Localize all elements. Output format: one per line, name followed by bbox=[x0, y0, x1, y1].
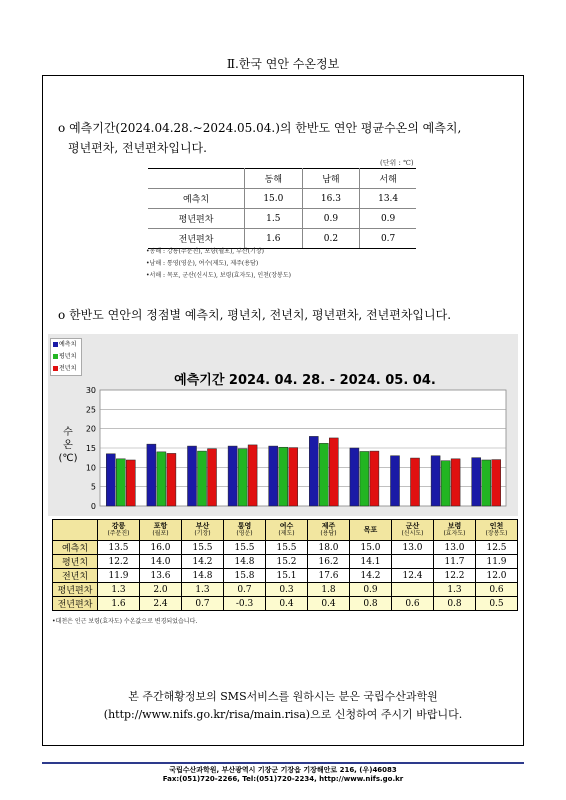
data-cell: 11.9 bbox=[476, 555, 518, 569]
bar-forecast bbox=[269, 446, 278, 506]
data-cell: 0.6 bbox=[476, 583, 518, 597]
y-axis-label: (℃) bbox=[58, 453, 78, 464]
row-label: 예측치 bbox=[53, 541, 98, 555]
data-cell: 1.3 bbox=[98, 583, 140, 597]
footer-line1: 국립수산과학원, 부산광역시 기장군 기장읍 기장해안로 216, (우)46083 bbox=[169, 766, 397, 774]
data-cell: 14.0 bbox=[140, 555, 182, 569]
bar-forecast bbox=[431, 456, 440, 506]
data-cell: 12.5 bbox=[476, 541, 518, 555]
data-cell: 14.2 bbox=[350, 569, 392, 583]
legend-item bbox=[51, 363, 81, 375]
data-cell: 0.8 bbox=[350, 597, 392, 611]
summary-row-label: 예측치 bbox=[148, 189, 245, 209]
summary-row-label: 전년편차 bbox=[148, 229, 245, 249]
y-tick-label: 15 bbox=[85, 444, 96, 453]
station-sub: (월포) bbox=[152, 530, 169, 537]
station-header-row bbox=[53, 520, 518, 541]
data-cell: 14.1 bbox=[350, 555, 392, 569]
station-sub: (기장) bbox=[194, 530, 211, 537]
bar-lastyear bbox=[329, 438, 338, 506]
y-tick-label: 10 bbox=[85, 463, 96, 473]
station-header-cell bbox=[224, 520, 266, 541]
data-cell bbox=[392, 583, 434, 597]
station-name: 군산 bbox=[405, 522, 420, 530]
station-data-row bbox=[53, 569, 518, 583]
station-header-cell bbox=[266, 520, 308, 541]
legend-swatch bbox=[53, 342, 58, 347]
station-name: 통영 bbox=[237, 522, 252, 530]
station-name: 인천 bbox=[489, 522, 504, 530]
station-sub: (용담) bbox=[320, 530, 337, 537]
station-name: 부산 bbox=[195, 522, 210, 530]
summary-row bbox=[148, 209, 416, 229]
bar-normal bbox=[157, 452, 166, 506]
data-cell: 0.7 bbox=[182, 597, 224, 611]
row-label: 전년치 bbox=[53, 569, 98, 583]
bar-forecast bbox=[106, 454, 115, 506]
summary-cell: 0.2 bbox=[302, 229, 360, 249]
row-label: 평년치 bbox=[53, 555, 98, 569]
bar-forecast bbox=[391, 456, 400, 506]
bar-lastyear bbox=[370, 451, 379, 506]
unit-label: (단위 : ℃) bbox=[380, 159, 414, 167]
y-tick-label: 30 bbox=[85, 386, 96, 395]
station-intro-text: 한반도 연안의 정점별 예측치, 평년치, 전년치, 평년편차, 전년편차입니다. bbox=[69, 308, 452, 322]
intro-line2: 평년편차, 전년편차입니다. bbox=[68, 141, 207, 155]
bar-forecast bbox=[309, 436, 318, 506]
sms-notice bbox=[42, 688, 524, 724]
station-name: 여수 bbox=[279, 522, 294, 530]
bar-lastyear bbox=[248, 445, 257, 506]
data-cell: 0.8 bbox=[434, 597, 476, 611]
data-cell: 13.6 bbox=[140, 569, 182, 583]
legend-label: 예측치 bbox=[59, 341, 77, 348]
data-cell: 14.8 bbox=[224, 555, 266, 569]
data-cell: 14.2 bbox=[182, 555, 224, 569]
y-axis-label: 온 bbox=[63, 440, 73, 451]
legend-swatch bbox=[53, 366, 58, 371]
data-cell: 13.5 bbox=[98, 541, 140, 555]
data-cell: 15.1 bbox=[266, 569, 308, 583]
station-intro-bullet: o bbox=[58, 308, 66, 322]
chart-title: 예측기간 2024. 04. 28. - 2024. 05. 04. bbox=[174, 373, 436, 388]
station-header-cell bbox=[140, 520, 182, 541]
data-cell: 0.4 bbox=[266, 597, 308, 611]
station-data-row bbox=[53, 583, 518, 597]
bar-forecast bbox=[472, 458, 481, 506]
legend-label: 평년치 bbox=[59, 353, 77, 360]
region-notes bbox=[146, 246, 291, 282]
region-note: •서해 : 목포, 군산(신시도), 보령(효자도), 인천(장봉도) bbox=[146, 272, 291, 279]
data-cell: 15.5 bbox=[266, 541, 308, 555]
station-intro bbox=[58, 305, 516, 325]
sms-line1: 본 주간해황정보의 SMS서비스를 원하시는 분은 국립수산과학원 bbox=[128, 690, 438, 703]
intro-line1: 예측기간(2024.04.28.~2024.05.04.)의 한반도 연안 평균수온의 예측치, bbox=[69, 121, 462, 135]
row-label: 전년편차 bbox=[53, 597, 98, 611]
data-cell: 13.0 bbox=[434, 541, 476, 555]
bar-normal bbox=[482, 460, 491, 506]
station-sub: (주문진) bbox=[107, 530, 130, 537]
station-header-cell bbox=[98, 520, 140, 541]
station-header-cell bbox=[392, 520, 434, 541]
corner-cell bbox=[53, 520, 98, 541]
station-data-row bbox=[53, 555, 518, 569]
data-cell: 12.2 bbox=[98, 555, 140, 569]
summary-header-cell: 남해 bbox=[302, 169, 360, 189]
y-axis-label: 수 bbox=[63, 427, 73, 438]
data-cell: 15.5 bbox=[224, 541, 266, 555]
summary-row bbox=[148, 189, 416, 209]
station-header-cell bbox=[182, 520, 224, 541]
bar-normal bbox=[116, 459, 125, 506]
data-cell: 15.8 bbox=[224, 569, 266, 583]
summary-header-row bbox=[148, 169, 416, 189]
data-cell: 1.8 bbox=[308, 583, 350, 597]
footer-line2: Fax:(051)720-2266, Tel:(051)720-2234, http://www.nifs.go.kr bbox=[162, 775, 404, 783]
summary-table bbox=[148, 168, 416, 249]
table-note: •대천은 인근 보령(효자도) 수온값으로 변경되었습니다. bbox=[52, 618, 198, 625]
bar-lastyear bbox=[167, 453, 176, 506]
data-cell: -0.3 bbox=[224, 597, 266, 611]
station-data-row bbox=[53, 597, 518, 611]
summary-cell: 16.3 bbox=[302, 189, 360, 209]
station-sub: (효자도) bbox=[443, 530, 466, 537]
intro-bullet: o bbox=[58, 121, 66, 135]
section-title: Ⅱ.한국 연안 수온정보 bbox=[42, 54, 524, 76]
bar-lastyear bbox=[208, 449, 217, 506]
bar-normal bbox=[238, 449, 247, 506]
station-header-cell bbox=[476, 520, 518, 541]
data-cell: 0.3 bbox=[266, 583, 308, 597]
bar-normal bbox=[360, 451, 369, 506]
region-note: •동해 : 강릉(주문진), 포항(월포), 부산(기장) bbox=[146, 248, 264, 255]
summary-cell: 1.5 bbox=[245, 209, 303, 229]
data-cell: 15.5 bbox=[182, 541, 224, 555]
bar-forecast bbox=[228, 446, 237, 506]
y-tick-label: 5 bbox=[90, 482, 96, 492]
station-header-cell bbox=[434, 520, 476, 541]
data-cell: 0.6 bbox=[392, 597, 434, 611]
data-cell: 1.6 bbox=[98, 597, 140, 611]
data-cell: 2.0 bbox=[140, 583, 182, 597]
summary-header-cell bbox=[148, 169, 245, 189]
data-cell: 12.0 bbox=[476, 569, 518, 583]
summary-cell: 1.6 bbox=[245, 229, 303, 249]
data-cell bbox=[392, 555, 434, 569]
data-cell: 11.7 bbox=[434, 555, 476, 569]
station-name: 포항 bbox=[153, 522, 168, 530]
bar-forecast bbox=[147, 444, 156, 506]
chart-legend bbox=[50, 338, 82, 376]
summary-cell: 15.0 bbox=[245, 189, 303, 209]
bar-lastyear bbox=[451, 459, 460, 506]
y-tick-label: 20 bbox=[85, 424, 96, 434]
data-cell: 17.6 bbox=[308, 569, 350, 583]
legend-item bbox=[51, 351, 81, 363]
data-cell: 12.2 bbox=[434, 569, 476, 583]
data-cell: 2.4 bbox=[140, 597, 182, 611]
data-cell: 13.0 bbox=[392, 541, 434, 555]
legend-item bbox=[51, 339, 81, 351]
data-cell: 15.2 bbox=[266, 555, 308, 569]
station-header-cell bbox=[350, 520, 392, 541]
summary-header-cell: 동해 bbox=[245, 169, 303, 189]
summary-row-label: 평년편차 bbox=[148, 209, 245, 229]
bar-lastyear bbox=[492, 460, 501, 506]
station-name: 보령 bbox=[447, 522, 462, 530]
summary-cell: 13.4 bbox=[360, 189, 416, 209]
data-cell: 14.8 bbox=[182, 569, 224, 583]
station-name: 제주 bbox=[321, 522, 336, 530]
y-tick-label: 25 bbox=[85, 405, 96, 415]
data-cell: 0.9 bbox=[350, 583, 392, 597]
footer-address bbox=[42, 766, 524, 784]
station-data-row bbox=[53, 541, 518, 555]
summary-cell: 0.7 bbox=[360, 229, 416, 249]
station-header-cell bbox=[308, 520, 350, 541]
summary-cell: 0.9 bbox=[302, 209, 360, 229]
data-cell: 11.9 bbox=[98, 569, 140, 583]
row-label: 평년편차 bbox=[53, 583, 98, 597]
station-name: 목포 bbox=[363, 526, 378, 534]
station-name: 강릉 bbox=[111, 522, 126, 530]
y-tick-label: 0 bbox=[90, 502, 96, 511]
data-cell: 15.0 bbox=[350, 541, 392, 555]
intro-paragraph bbox=[58, 118, 516, 158]
bar-lastyear bbox=[411, 458, 420, 506]
station-sub: (영운) bbox=[236, 530, 253, 537]
data-cell: 0.5 bbox=[476, 597, 518, 611]
data-cell: 16.0 bbox=[140, 541, 182, 555]
bar-forecast bbox=[188, 446, 197, 506]
data-cell: 1.3 bbox=[434, 583, 476, 597]
bar-chart bbox=[48, 380, 518, 516]
data-cell: 1.3 bbox=[182, 583, 224, 597]
station-sub: (신시도) bbox=[401, 530, 424, 537]
station-data-table bbox=[52, 519, 518, 611]
summary-cell: 0.9 bbox=[360, 209, 416, 229]
station-sub: (제도) bbox=[278, 530, 295, 537]
bar-forecast bbox=[350, 448, 359, 506]
footer-rule bbox=[42, 762, 524, 764]
data-cell: 18.0 bbox=[308, 541, 350, 555]
station-sub: (장봉도) bbox=[485, 530, 508, 537]
legend-swatch bbox=[53, 354, 58, 359]
sms-line2: (http://www.nifs.go.kr/risa/main.risa)으로 신청하여 주시기 바랍니다. bbox=[103, 708, 463, 721]
bar-normal bbox=[319, 443, 328, 506]
data-cell: 0.7 bbox=[224, 583, 266, 597]
data-cell: 12.4 bbox=[392, 569, 434, 583]
bar-normal bbox=[198, 451, 207, 506]
bar-normal bbox=[441, 461, 450, 506]
bar-lastyear bbox=[126, 460, 135, 506]
bar-normal bbox=[279, 447, 288, 506]
data-cell: 16.2 bbox=[308, 555, 350, 569]
data-cell: 0.4 bbox=[308, 597, 350, 611]
legend-label: 전년치 bbox=[59, 365, 77, 372]
summary-header-cell: 서해 bbox=[360, 169, 416, 189]
bar-lastyear bbox=[289, 448, 298, 506]
region-note: •남해 : 통영(영운), 여수(제도), 제주(용담) bbox=[146, 260, 259, 267]
